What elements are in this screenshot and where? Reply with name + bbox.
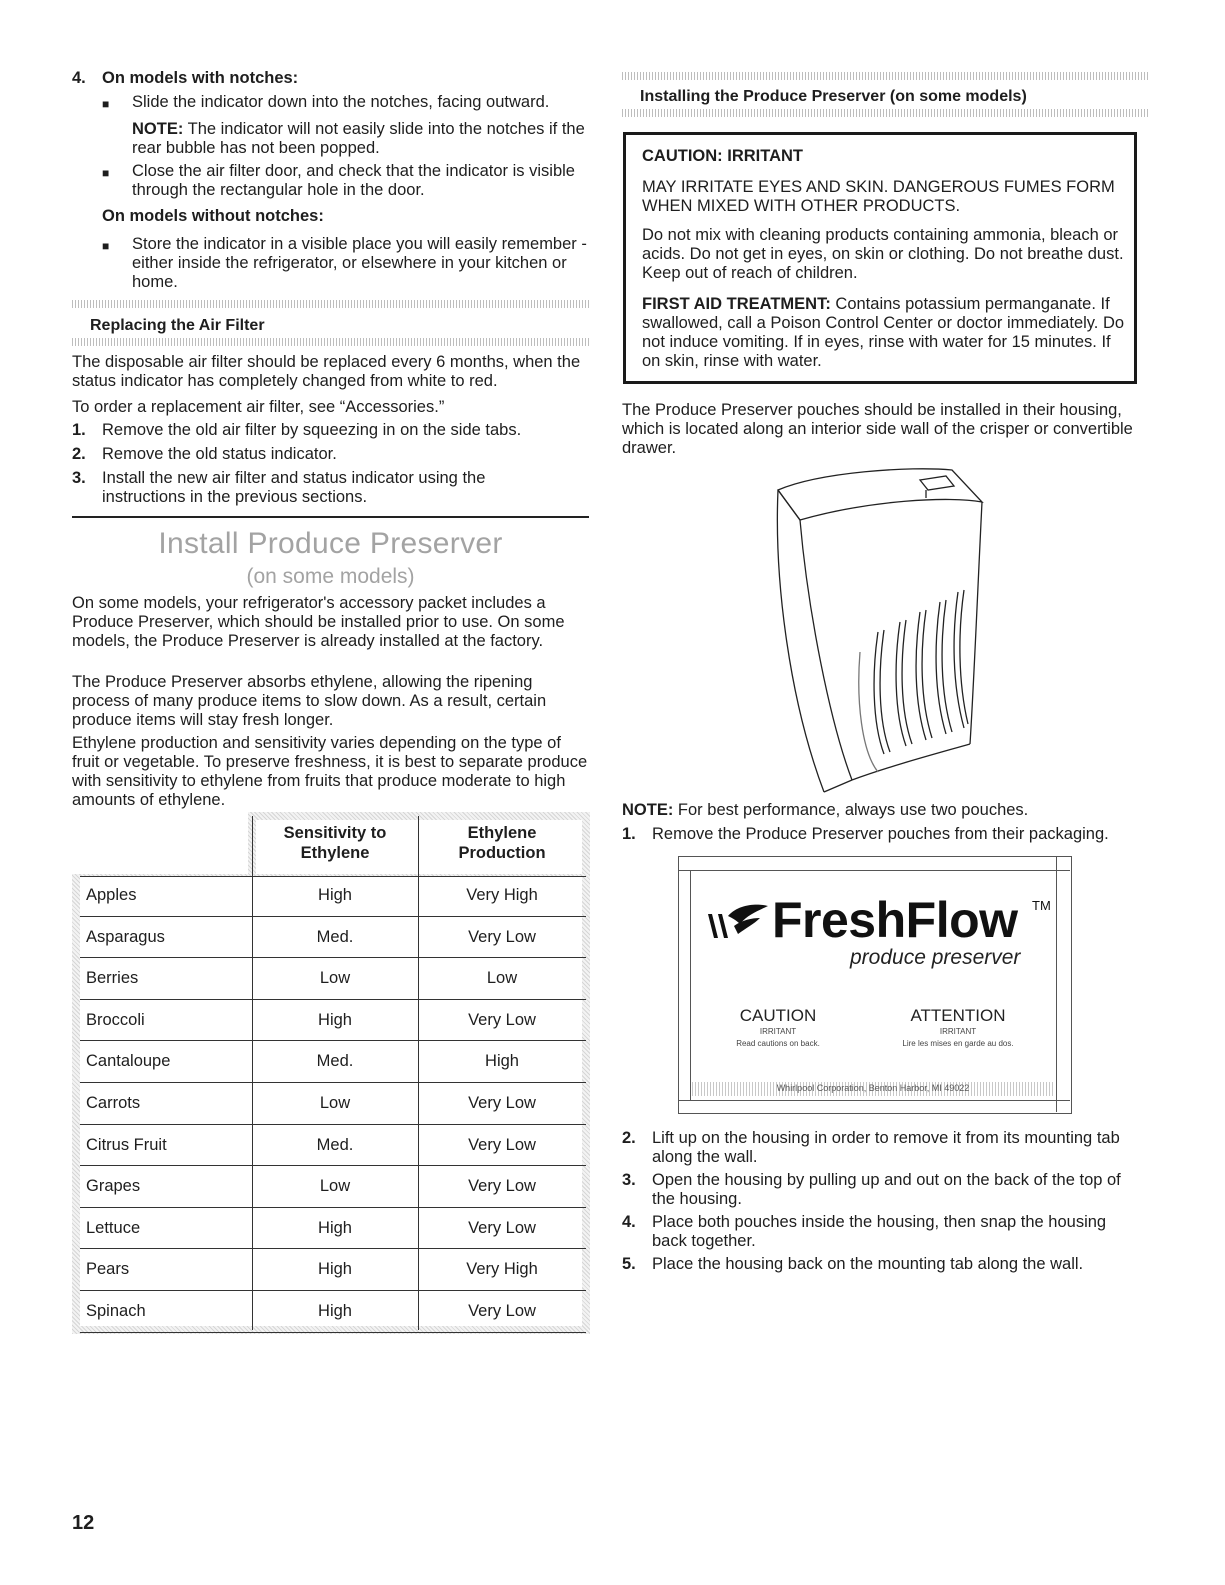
cell-sensitivity: High: [318, 1218, 352, 1237]
row-divider: [80, 1124, 586, 1125]
row-divider: [80, 1207, 586, 1208]
intro-paragraph: Ethylene production and sensitivity varies depending on the type of fruit or vegetable. To preserve freshness, it is best to separate produce with sensitivity to ethylene from fruits that produce moderate to high amounts of ethylene.: [72, 734, 588, 809]
subsection-heading: Replacing the Air Filter: [90, 317, 265, 334]
packet-footer: Whirlpool Corporation, Benton Harbor, MI 49022: [776, 1083, 970, 1093]
row-divider: [80, 1040, 586, 1041]
bullet-text: Close the air filter door, and check that the indicator is visible through the rectangular hole in the door.: [132, 162, 575, 199]
divider: [622, 72, 1150, 80]
step-number: 3.: [72, 469, 86, 487]
ethylene-table: [72, 812, 590, 1334]
cell-production: Very Low: [468, 1010, 536, 1029]
cell-production: Very Low: [468, 1302, 536, 1320]
page-number: 12: [72, 1512, 95, 1534]
caution-sub: IRRITANT: [759, 1027, 797, 1036]
cell-produce: Carrots: [86, 1094, 141, 1112]
bullet-text: Slide the indicator down into the notches, facing outward.: [132, 93, 550, 111]
step-number: 3.: [622, 1171, 636, 1189]
first-aid-text: Contains potassium permanganate. If swallowed, call a Poison Control Center or doctor immediately. Do not induce vomiting. If in eyes, rinse with water for 15 minutes. If on skin, rinse with water.: [642, 295, 1125, 370]
brand-name: FreshFlow: [772, 892, 1018, 948]
bullet-icon: ■: [102, 97, 110, 111]
section-title: Install Produce Preserver: [158, 527, 503, 560]
cell-sensitivity: High: [318, 886, 352, 904]
cell-production: Very Low: [468, 1094, 536, 1112]
cell-sensitivity: Low: [319, 969, 351, 988]
step-number: 1.: [622, 825, 636, 843]
note-paragraph: [132, 120, 589, 158]
intro-paragraph: On some models, your refrigerator's accessory packet includes a Produce Preserver, which should be installed prior to use. On some models, the Produce Preserver is already installed at the factory.: [72, 594, 565, 650]
caution-title: CAUTION: IRRITANT: [642, 147, 804, 165]
step-number: 2.: [72, 445, 86, 463]
cell-sensitivity: High: [318, 1260, 352, 1279]
row-divider: [80, 876, 586, 877]
bullet-item: [102, 235, 589, 292]
cell-production: Very Low: [468, 927, 536, 946]
step-number: 4.: [622, 1213, 636, 1231]
cell-production: Very High: [466, 1260, 538, 1279]
attention-read: Lire les mises en garde au dos.: [902, 1039, 1014, 1048]
caution-warning: MAY IRRITATE EYES AND SKIN. DANGEROUS FUMES FORM WHEN MIXED WITH OTHER PRODUCTS.: [642, 178, 1115, 215]
attention-label: ATTENTION: [910, 1006, 1006, 1025]
step-text: Lift up on the housing in order to remove it from its mounting tab along the wall.: [652, 1129, 1120, 1166]
subsection-heading: Installing the Produce Preserver (on some models): [640, 88, 1027, 105]
step-number: 4.: [72, 69, 86, 87]
cell-produce: Pears: [86, 1260, 130, 1279]
note-text: The indicator will not easily slide into the notches if the rear bubble has not been popped.: [132, 120, 585, 157]
step-number: 5.: [622, 1255, 636, 1273]
bullet-item: [102, 162, 589, 200]
packet-edge: [690, 870, 691, 1100]
table-header: Ethylene Production: [458, 824, 546, 862]
cell-produce: Berries: [86, 969, 139, 988]
cell-produce: Broccoli: [86, 1010, 145, 1029]
note-label: NOTE:: [622, 801, 674, 819]
section-subtitle: (on some models): [246, 565, 415, 588]
cell-produce: Asparagus: [86, 927, 165, 946]
row-divider: [80, 1082, 586, 1083]
divider: [72, 338, 589, 346]
step-text: Remove the old air filter by squeezing in on the side tabs.: [102, 421, 522, 439]
section-heading: On models without notches:: [102, 207, 324, 225]
first-aid-label: FIRST AID TREATMENT:: [642, 295, 831, 313]
cell-sensitivity: High: [318, 1302, 352, 1320]
pouch-paragraph: The Produce Preserver pouches should be installed in their housing, which is located along an interior side wall of the crisper or convertible drawer.: [622, 401, 1133, 457]
cell-production: Low: [486, 969, 518, 988]
trademark: TM: [1032, 898, 1051, 913]
section-heading: On models with notches:: [102, 69, 299, 87]
packet-edge: [678, 1100, 1070, 1101]
cell-produce: Grapes: [86, 1177, 141, 1196]
cell-produce: Lettuce: [86, 1218, 141, 1237]
step-text: Install the new air filter and status indicator using the instructions in the previous sections.: [102, 469, 486, 506]
replacing-paragraph: The disposable air filter should be replaced every 6 months, when the status indicator has completely changed from white to red.: [72, 353, 581, 390]
cell-production: Very Low: [468, 1177, 536, 1196]
steps-list: [72, 421, 589, 511]
row-divider: [80, 1332, 586, 1333]
cell-produce: Spinach: [86, 1302, 146, 1320]
cell-production: High: [485, 1052, 519, 1071]
cell-produce: Cantaloupe: [86, 1052, 171, 1071]
row-divider: [80, 999, 586, 1000]
cell-production: Very Low: [468, 1218, 536, 1237]
bullet-icon: ■: [102, 239, 110, 253]
step-text: Place both pouches inside the housing, then snap the housing back together.: [652, 1213, 1107, 1250]
note-label: NOTE:: [132, 120, 184, 138]
steps-list: [622, 1129, 1150, 1279]
caution-body: Do not mix with cleaning products containing ammonia, bleach or acids. Do not get in eyes, on skin or clothing. Do not breathe dust. Keep out of reach of children.: [642, 226, 1124, 282]
row-divider: [80, 957, 586, 958]
brand-tagline: produce preserver: [850, 946, 1021, 969]
replacing-paragraph: To order a replacement air filter, see “Accessories.”: [72, 398, 445, 416]
cell-sensitivity: Med.: [316, 1052, 354, 1071]
caution-box: [623, 132, 1137, 384]
bullet-icon: ■: [102, 166, 110, 180]
divider: [622, 109, 1150, 117]
cell-sensitivity: Low: [319, 1177, 351, 1196]
cell-sensitivity: High: [318, 1010, 352, 1029]
note-text: For best performance, always use two pouches.: [673, 801, 1029, 819]
bullet-text: Store the indicator in a visible place you will easily remember - either inside the refrigerator, or elsewhere in your kitchen or home.: [132, 235, 587, 291]
step4-block: [72, 69, 589, 294]
row-divider: [80, 1248, 586, 1249]
step-number: 1.: [72, 421, 86, 439]
section-divider: [72, 516, 589, 518]
attention-sub: IRRITANT: [939, 1027, 977, 1036]
bullet-item: [102, 93, 589, 112]
row-divider: [80, 916, 586, 917]
step-text: Open the housing by pulling up and out on the back of the top of the housing.: [652, 1171, 1121, 1208]
freshflow-packet: [678, 856, 1072, 1114]
step-text: Remove the old status indicator.: [102, 445, 337, 463]
divider: [72, 300, 589, 308]
cell-sensitivity: Med.: [316, 927, 354, 946]
row-divider: [80, 1165, 586, 1166]
cell-production: Very High: [466, 886, 538, 904]
table-header: Sensitivity to Ethylene: [283, 824, 387, 862]
note-paragraph: [622, 801, 1150, 820]
step-text: Place the housing back on the mounting tab along the wall.: [652, 1255, 1084, 1273]
packet-edge: [1056, 856, 1057, 1112]
cell-production: Very Low: [468, 1135, 536, 1154]
row-divider: [80, 1290, 586, 1291]
caution-read: Read cautions on back.: [736, 1039, 820, 1048]
cell-produce: Citrus Fruit: [86, 1135, 167, 1154]
step-text: Remove the Produce Preserver pouches from their packaging.: [652, 825, 1109, 843]
first-aid: [642, 295, 1128, 371]
intro-paragraph: The Produce Preserver absorbs ethylene, allowing the ripening process of many produce items to slow down. As a result, certain produce items will stay fresh longer.: [72, 673, 547, 729]
housing-illustration: [760, 462, 1000, 800]
step-number: 2.: [622, 1129, 636, 1147]
leaf-icon: [706, 904, 770, 938]
housing-slots: [874, 590, 968, 754]
cell-produce: Apples: [86, 886, 137, 904]
cell-sensitivity: Med.: [316, 1135, 354, 1154]
caution-label: CAUTION: [739, 1006, 817, 1025]
packet-edge: [678, 870, 1070, 871]
cell-sensitivity: Low: [319, 1094, 351, 1112]
